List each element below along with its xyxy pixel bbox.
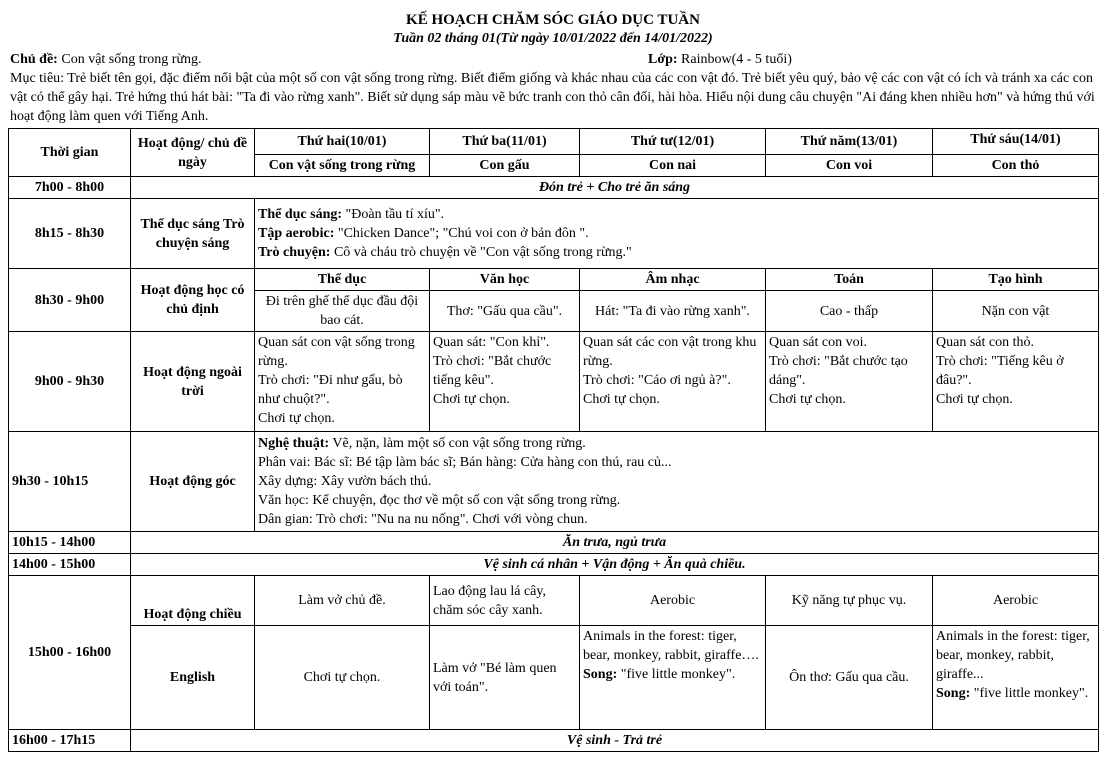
table-row [9,269,1099,291]
morning-line-aerobic: Tập aerobic: "Chicken Dance"; "Chú voi con ở bản đôn ". [258,226,589,241]
corner-line-build: Xây dựng: Xây vườn bách thú. [258,474,432,489]
english-tue: Làm vở "Bé làm quen với toán". [430,626,580,730]
english-activity: English [131,626,255,730]
outdoor-wed: Quan sát các con vật trong khu rừng. Trò chơi: "Cáo ơi ngủ à?". Chơi tự chọn. [580,332,766,432]
lesson-content-fri: Nặn con vật [933,291,1099,332]
day-header-thu: Thứ năm(13/01) [766,129,933,155]
afternoon-mon: Làm vở chủ đề. [255,576,430,626]
table-row [9,177,1099,199]
lesson-activity: Hoạt động học có chủ định [131,269,255,332]
class-value: Rainbow(4 - 5 tuổi) [677,52,792,67]
topic-label: Chủ đề: [10,52,58,67]
lesson-time: 8h30 - 9h00 [9,269,131,332]
meta-row [8,50,1098,69]
afternoon-fri: Aerobic [933,576,1099,626]
corner-time: 9h30 - 10h15 [9,432,131,532]
topic-value: Con vật sống trong rừng. [57,52,202,67]
table-row [9,332,1099,432]
weekly-plan-table [8,128,1099,752]
subject-thu: Toán [766,269,933,291]
outdoor-fri: Quan sát con thỏ. Trò chơi: "Tiếng kêu ở đâu?". Chơi tự chọn. [933,332,1099,432]
lunch-time: 10h15 - 14h00 [9,532,131,554]
activity-header: Hoạt động/ chủ đề ngày [131,129,255,177]
day-header-wed: Thứ tư(12/01) [580,129,766,155]
corner-content [255,432,1099,532]
outdoor-thu: Quan sát con voi. Trò chơi: "Bắt chước tạo dáng". Chơi tự chọn. [766,332,933,432]
day-topic-tue: Con gấu [430,155,580,177]
table-row [9,129,1099,155]
subject-wed: Âm nhạc [580,269,766,291]
topic [10,50,202,69]
corner-line-roleplay: Phân vai: Bác sĩ: Bé tập làm bác sĩ; Bán hàng: Cửa hàng con thú, rau củ... [258,455,672,470]
plan-page [8,10,1098,752]
time-header: Thời gian [9,129,131,177]
corner-activity: Hoạt động góc [131,432,255,532]
departure-time: 16h00 - 17h15 [9,730,131,752]
document-title: KẾ HOẠCH CHĂM SÓC GIÁO DỤC TUẦN [406,12,700,28]
table-row [9,532,1099,554]
departure-text: Vệ sinh - Trả trẻ [131,730,1099,752]
class-label: Lớp: [648,52,678,67]
arrival-text: Đón trẻ + Cho trẻ ăn sáng [131,177,1099,199]
table-row [9,576,1099,626]
day-topic-thu: Con voi [766,155,933,177]
objective-text: Mục tiêu: Trẻ biết tên gọi, đặc điểm nổi bật của một số con vật sống trong rừng. Biết điểm giống và khác nhau của các con vật đó. Trẻ biết yêu quý, bảo vệ các con vật có ích và tránh xa các con vật có thể gây hại. Trẻ hứng thú hát bài: "Ta đi vào rừng xanh". Biết sử dụng sáp màu vẽ bức tranh con thỏ cân đối, hài hòa. Hiểu nội dung câu chuyện "Ai đáng khen nhiều hơn" và hứng thú với hoạt động làm quen với Tiếng Anh. [10,71,1095,124]
day-header-tue: Thứ ba(11/01) [430,129,580,155]
outdoor-time: 9h00 - 9h30 [9,332,131,432]
subject-fri: Tạo hình [933,269,1099,291]
day-topic-mon: Con vật sống trong rừng [255,155,430,177]
morning-activity: Thể dục sáng Trò chuyện sáng [131,199,255,269]
corner-line-literature: Văn học: Kể chuyện, đọc thơ về một số con vật sống trong rừng. [258,493,621,508]
lesson-content-mon: Đi trên ghế thể dục đầu đội bao cát. [255,291,430,332]
morning-line-exercise: Thể dục sáng: "Đoàn tầu tí xíu". [258,207,445,222]
day-topic-wed: Con nai [580,155,766,177]
subject-tue: Văn học [430,269,580,291]
lesson-content-wed: Hát: "Ta đi vào rừng xanh". [580,291,766,332]
afternoon-wed: Aerobic [580,576,766,626]
afternoon-tue: Lao động lau lá cây, chăm sóc cây xanh. [430,576,580,626]
table-row [9,626,1099,730]
document-subtitle: Tuần 02 tháng 01(Từ ngày 10/01/2022 đến 14/01/2022) [393,31,713,46]
english-mon: Chơi tự chọn. [255,626,430,730]
afternoon-time: 15h00 - 16h00 [9,576,131,730]
lunch-text: Ăn trưa, ngủ trưa [131,532,1099,554]
subject-mon: Thể dục [255,269,430,291]
english-fri: Animals in the forest: tiger, bear, monkey, rabbit, giraffe... Song: "five little monkey". [933,626,1099,730]
day-header-mon: Thứ hai(10/01) [255,129,430,155]
table-row [9,730,1099,752]
outdoor-activity: Hoạt động ngoài trời [131,332,255,432]
table-row [9,432,1099,532]
english-thu: Ôn thơ: Gấu qua cầu. [766,626,933,730]
corner-line-folk: Dân gian: Trò chơi: "Nu na nu nống". Chơi với vòng chun. [258,512,588,527]
outdoor-tue: Quan sát: "Con khỉ". Trò chơi: "Bắt chước tiếng kêu". Chơi tự chọn. [430,332,580,432]
arrival-time: 7h00 - 8h00 [9,177,131,199]
table-row [9,199,1099,269]
afternoon-activity: Hoạt động chiều [131,576,255,626]
hygiene-time: 14h00 - 15h00 [9,554,131,576]
class-info [648,50,792,69]
outdoor-mon: Quan sát con vật sống trong rừng. Trò chơi: "Đi như gấu, bò như chuột?". Chơi tự chọn. [255,332,430,432]
afternoon-thu: Kỹ năng tự phục vụ. [766,576,933,626]
morning-content [255,199,1099,269]
morning-time: 8h15 - 8h30 [9,199,131,269]
lesson-content-tue: Thơ: "Gấu qua cầu". [430,291,580,332]
hygiene-text: Vệ sinh cá nhân + Vận động + Ăn quà chiều. [131,554,1099,576]
lesson-content-thu: Cao - thấp [766,291,933,332]
table-row [9,554,1099,576]
day-topic-fri: Con thỏ [933,155,1099,177]
day-header-fri: Thứ sáu(14/01) [933,129,1099,155]
corner-line-art: Nghệ thuật: Vẽ, nặn, làm một số con vật sống trong rừng. [258,436,586,451]
english-wed: Animals in the forest: tiger, bear, monkey, rabbit, giraffe…. Song: "five little monkey". [580,626,766,730]
morning-line-talk: Trò chuyện: Cô và cháu trò chuyện về "Con vật sống trong rừng." [258,245,632,260]
